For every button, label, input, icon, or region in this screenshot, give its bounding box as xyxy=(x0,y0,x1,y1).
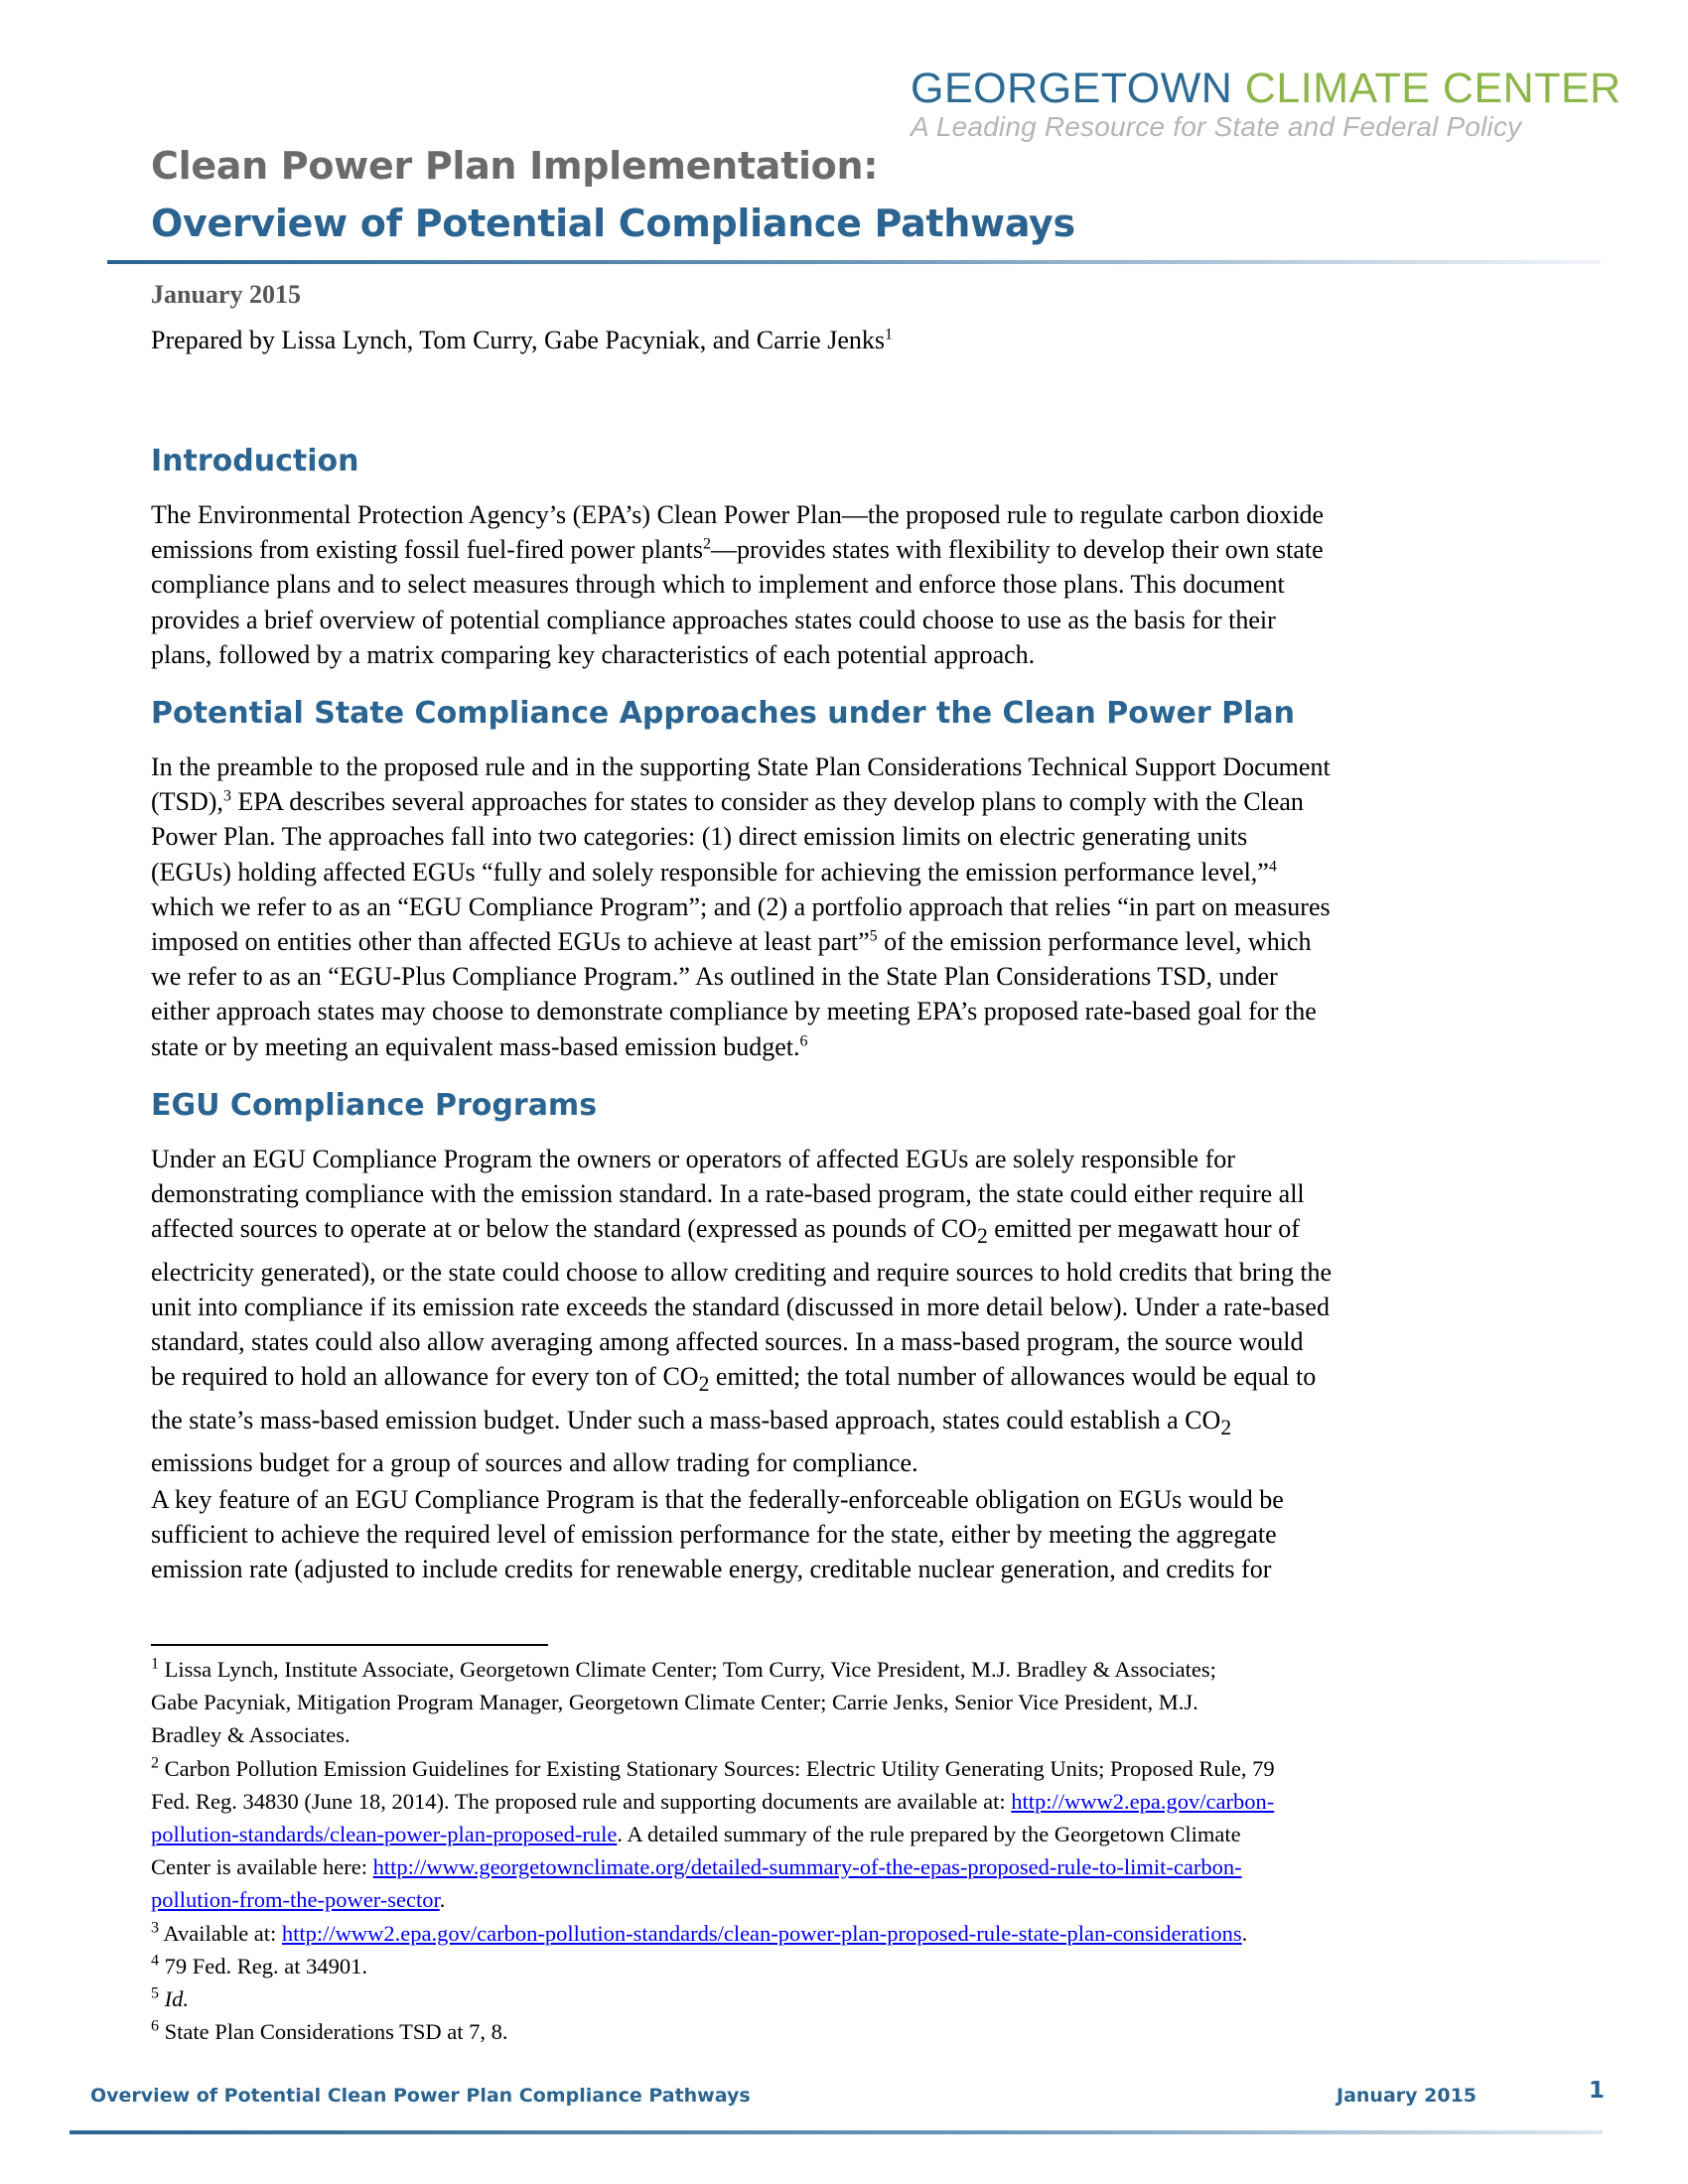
footnote-4 xyxy=(151,1950,1561,1982)
introduction-paragraph xyxy=(151,497,1561,672)
footnote-ref-6: 6 xyxy=(799,1031,808,1049)
text-run: Center is available here: xyxy=(151,1854,373,1880)
text-run: emitted per megawatt hour of xyxy=(987,1214,1300,1244)
logo-tagline: A Leading Resource for State and Federal Policy xyxy=(911,111,1522,142)
logo-name xyxy=(911,65,1621,112)
text-run: Available at: xyxy=(159,1920,282,1946)
text-line: Gabe Pacyniak, Mitigation Program Manager, Georgetown Climate Center; Carrie Jenks, Senior Vice President, M.J. xyxy=(151,1690,1198,1715)
footnote-number: 2 xyxy=(151,1754,159,1772)
footer-divider xyxy=(70,2130,1603,2134)
text-run: . A detailed summary of the rule prepared by the Georgetown Climate xyxy=(617,1822,1241,1847)
text-line: Bradley & Associates. xyxy=(151,1722,351,1748)
text-run: emissions from existing fossil fuel-fired power plants xyxy=(151,535,704,565)
page-number: 1 xyxy=(1589,2078,1606,2104)
text-run: be required to hold an allowance for every ton of CO xyxy=(151,1362,699,1392)
footnote-separator xyxy=(151,1644,548,1646)
text-run: . xyxy=(439,1887,446,1913)
text-line xyxy=(151,1211,1561,1254)
document-title-line2: Overview of Potential Compliance Pathways xyxy=(151,202,1075,245)
footnote-ref-2: 2 xyxy=(703,535,712,553)
egu-paragraph-1 xyxy=(151,1142,1561,1480)
text-line xyxy=(151,1785,1561,1818)
footnote-number: 3 xyxy=(151,1919,159,1937)
text-run: EPA describes several approaches for states to consider as they develop plans to comply with the Clean xyxy=(230,787,1304,817)
footnote-ref-4: 4 xyxy=(1268,857,1277,875)
text-run: 79 Fed. Reg. at 34901. xyxy=(159,1953,367,1979)
state-plan-considerations-link[interactable]: http://www2.epa.gov/carbon-pollution-standards/clean-power-plan-proposed-rule-state-plan-considerations xyxy=(281,1920,1242,1946)
epa-rule-link-continued[interactable]: pollution-standards/clean-power-plan-proposed-rule xyxy=(151,1822,618,1847)
document-title-line1: Clean Power Plan Implementation: xyxy=(151,144,879,188)
text-line xyxy=(151,784,1561,819)
text-line: either approach states may choose to demonstrate compliance by meeting EPA’s proposed rate-based goal for the xyxy=(151,997,1317,1026)
text-run: Carbon Pollution Emission Guidelines for Existing Stationary Sources: Electric Utility Generating Units; Proposed Rule, 79 xyxy=(159,1755,1275,1781)
heading-egu-compliance-programs: EGU Compliance Programs xyxy=(151,1088,598,1123)
document-date: January 2015 xyxy=(151,280,301,309)
georgetown-climate-center-logo xyxy=(911,65,1621,143)
text-run: the state’s mass-based emission budget. Under such a mass-based approach, states could establish a CO xyxy=(151,1405,1221,1434)
text-line: we refer to as an “EGU-Plus Compliance Program.” As outlined in the State Plan Considerations TSD, under xyxy=(151,962,1278,992)
text-line: The Environmental Protection Agency’s (EPA’s) Clean Power Plan—the proposed rule to regulate carbon dioxide xyxy=(151,500,1325,529)
text-line xyxy=(151,924,1561,959)
text-line: Power Plan. The approaches fall into two categories: (1) direct emission limits on electric generating units xyxy=(151,822,1248,852)
text-line: provides a brief overview of potential compliance approaches states could choose to use as the basis for their xyxy=(151,605,1276,634)
text-run: state or by meeting an equivalent mass-based emission budget. xyxy=(151,1031,800,1061)
footer-date: January 2015 xyxy=(1336,2085,1477,2107)
text-line: compliance plans and to select measures through which to implement and enforce those plans. This document xyxy=(151,570,1285,600)
text-line xyxy=(151,1850,1561,1883)
text-line: In the preamble to the proposed rule and in the supporting State Plan Considerations Technical Support Document xyxy=(151,752,1331,781)
title-divider xyxy=(107,260,1601,264)
footnotes xyxy=(151,1653,1561,2048)
text-run: imposed on entities other than affected EGUs to achieve at least part” xyxy=(151,927,870,957)
text-line: standard, states could also allow averaging among affected sources. In a mass-based program, the source would xyxy=(151,1327,1304,1357)
logo-name-georgetown: GEORGETOWN xyxy=(911,65,1233,112)
text-line xyxy=(151,532,1561,567)
text-line: Under an EGU Compliance Program the owners or operators of affected EGUs are solely responsible for xyxy=(151,1145,1235,1173)
epa-rule-link[interactable]: http://www2.epa.gov/carbon- xyxy=(1011,1788,1275,1814)
gcc-summary-link-continued[interactable]: pollution-from-the-power-sector xyxy=(151,1887,440,1913)
text-run: Lissa Lynch, Institute Associate, Georgetown Climate Center; Tom Curry, Vice President, M.J. Bradley & Associates; xyxy=(159,1657,1216,1682)
text-line xyxy=(151,1359,1561,1402)
text-run: —provides states with flexibility to develop their own state xyxy=(711,535,1324,565)
text-line: emissions budget for a group of sources and allow trading for compliance. xyxy=(151,1448,918,1478)
text-line: sufficient to achieve the required level of emission performance for the state, either by meeting the aggregate xyxy=(151,1520,1277,1550)
subscript-2: 2 xyxy=(1220,1415,1232,1439)
text-line xyxy=(151,1818,1561,1850)
footnote-number: 6 xyxy=(151,2017,159,2035)
text-run: (EGUs) holding affected EGUs “fully and solely responsible for achieving the emission performance level,” xyxy=(151,857,1269,887)
footnote-ref-1: 1 xyxy=(885,326,893,343)
footnote-1 xyxy=(151,1653,1561,1686)
footnote-6 xyxy=(151,2015,1561,2048)
potential-approaches-paragraph xyxy=(151,750,1561,1064)
text-run: of the emission performance level, which xyxy=(877,927,1312,957)
text-run: (TSD), xyxy=(151,787,223,817)
subscript-2: 2 xyxy=(698,1372,710,1397)
heading-introduction: Introduction xyxy=(151,444,359,478)
footnote-ref-5: 5 xyxy=(869,927,878,945)
text-line: plans, followed by a matrix comparing key characteristics of each potential approach. xyxy=(151,639,1036,669)
footnote-number: 5 xyxy=(151,1984,159,2002)
text-line: demonstrating compliance with the emission standard. In a rate-based program, the state could either require all xyxy=(151,1179,1305,1209)
text-line xyxy=(151,1029,1561,1064)
footnote-number: 4 xyxy=(151,1952,159,1970)
prepared-by-text: Prepared by Lissa Lynch, Tom Curry, Gabe Pacyniak, and Carrie Jenks xyxy=(151,326,885,354)
text-line: emission rate (adjusted to include credits for renewable energy, creditable nuclear generation, and credits for xyxy=(151,1555,1272,1584)
gcc-summary-link[interactable]: http://www.georgetownclimate.org/detailed-summary-of-the-epas-proposed-rule-to-limit-carbon- xyxy=(372,1854,1242,1880)
text-run: . xyxy=(1241,1920,1248,1946)
text-run: Fed. Reg. 34830 (June 18, 2014). The proposed rule and supporting documents are available at: xyxy=(151,1788,1012,1814)
logo-name-climate-center: CLIMATE CENTER xyxy=(1244,65,1621,112)
footnote-3 xyxy=(151,1917,1561,1950)
footer-title: Overview of Potential Clean Power Plan Compliance Pathways xyxy=(90,2085,751,2107)
footnote-number: 1 xyxy=(151,1655,159,1673)
text-line: A key feature of an EGU Compliance Program is that the federally-enforceable obligation on EGUs would be xyxy=(151,1485,1284,1514)
text-run: Id. xyxy=(159,1986,189,2012)
subscript-2: 2 xyxy=(976,1224,988,1249)
text-line xyxy=(151,1883,1561,1916)
prepared-by xyxy=(151,326,893,355)
egu-paragraph-2 xyxy=(151,1482,1561,1587)
text-line: which we refer to as an “EGU Compliance Program”; and (2) a portfolio approach that relies “in part on measures xyxy=(151,891,1331,921)
footnote-5 xyxy=(151,1982,1561,2015)
footnote-ref-3: 3 xyxy=(222,787,231,805)
footnote-2 xyxy=(151,1752,1561,1785)
text-line xyxy=(151,855,1561,889)
text-run: emitted; the total number of allowances would be equal to xyxy=(709,1362,1317,1392)
text-line xyxy=(151,1403,1561,1445)
text-line: unit into compliance if its emission rate exceeds the standard (discussed in more detail below). Under a rate-based xyxy=(151,1293,1330,1321)
text-run: affected sources to operate at or below the standard (expressed as pounds of CO xyxy=(151,1214,977,1244)
text-run: State Plan Considerations TSD at 7, 8. xyxy=(159,2019,508,2045)
heading-potential-state-compliance: Potential State Compliance Approaches under the Clean Power Plan xyxy=(151,696,1295,731)
text-line: electricity generated), or the state could choose to allow crediting and require sources to hold credits that bring the xyxy=(151,1257,1333,1287)
